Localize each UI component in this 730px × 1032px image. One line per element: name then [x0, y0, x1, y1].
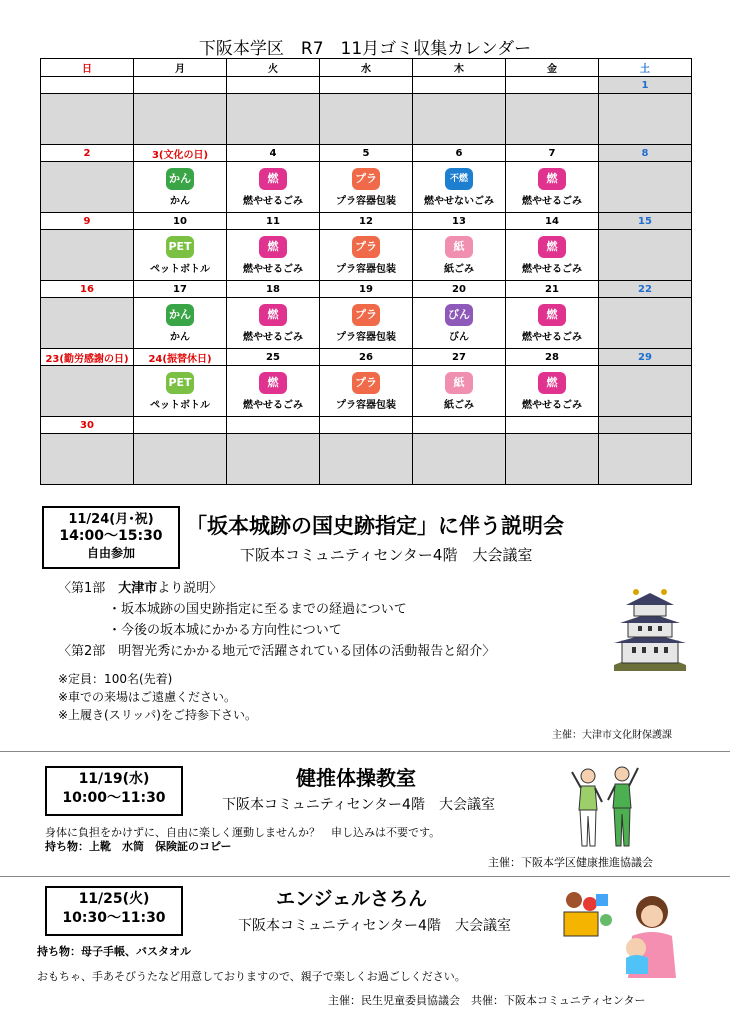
weekday-thu: 木 — [413, 59, 506, 77]
garbage-type-icon: プラ — [352, 304, 380, 326]
week-5-events — [41, 366, 692, 417]
date-cell: 11 — [227, 213, 320, 230]
date-cell: 23(勤労感謝の日) — [41, 349, 134, 366]
event-cell — [41, 366, 134, 417]
event-cell — [413, 230, 506, 281]
event-cell — [413, 366, 506, 417]
garbage-type-label: 燃やせるごみ — [243, 331, 303, 343]
garbage-type-icon: プラ — [352, 236, 380, 258]
date-cell: 12 — [320, 213, 413, 230]
garbage-type-label: プラ容器包装 — [336, 399, 396, 411]
garbage-type-label: プラ容器包装 — [336, 263, 396, 275]
event2-organizer: 主催：下阪本学区健康推進協議会 — [488, 856, 653, 869]
event-cell — [41, 434, 134, 485]
weekday-wed: 水 — [320, 59, 413, 77]
event-cell — [320, 162, 413, 213]
garbage-type-icon: 燃 — [259, 168, 287, 190]
event1-part2: 〈第2部 明智光秀にかかる地元で活躍されている団体の活動報告と紹介〉 — [58, 644, 496, 659]
event1-title: 「坂本城跡の国史跡指定」に伴う説明会 — [186, 514, 564, 538]
event1-note: 自由参加 — [86, 546, 135, 560]
date-cell: 18 — [227, 281, 320, 298]
date-cell: 13 — [413, 213, 506, 230]
weekday-sat: 土 — [599, 59, 692, 77]
event1-venue: 下阪本コミュニティセンター4階 大会議室 — [240, 546, 533, 564]
event-cell — [320, 434, 413, 485]
date-cell — [320, 417, 413, 434]
event1-note3: ※上履き(スリッパ)をご持参下さい。 — [58, 708, 257, 722]
date-cell: 16 — [41, 281, 134, 298]
event2-date: 11/19(水) — [78, 771, 150, 787]
event-cell — [599, 298, 692, 349]
garbage-type-icon: 燃 — [538, 304, 566, 326]
garbage-type-icon: 燃 — [259, 236, 287, 258]
date-cell: 21 — [506, 281, 599, 298]
garbage-type-label: ペットボトル — [150, 263, 210, 275]
event-cell — [134, 230, 227, 281]
event-cell — [320, 366, 413, 417]
castle-icon — [608, 585, 692, 671]
event3-bring: 持ち物：母子手帳、バスタオル — [37, 945, 191, 958]
event-cell — [599, 230, 692, 281]
garbage-type-label: ペットボトル — [150, 399, 210, 411]
date-cell: 3(文化の日) — [134, 145, 227, 162]
event1-time: 14:00～15:30 — [59, 528, 163, 544]
date-cell: 30 — [41, 417, 134, 434]
garbage-type-icon: プラ — [352, 168, 380, 190]
garbage-calendar — [40, 58, 692, 485]
event-cell — [41, 94, 134, 145]
date-cell: 8 — [599, 145, 692, 162]
garbage-type-icon: 燃 — [538, 168, 566, 190]
weekday-header — [41, 59, 692, 77]
event-cell — [41, 298, 134, 349]
event-cell — [227, 298, 320, 349]
date-cell: 19 — [320, 281, 413, 298]
date-cell — [41, 77, 134, 94]
divider-1 — [0, 751, 730, 752]
event-cell — [41, 230, 134, 281]
event3-title: エンジェルさろん — [276, 888, 428, 910]
event-cell — [227, 366, 320, 417]
date-cell: 2 — [41, 145, 134, 162]
date-cell — [320, 77, 413, 94]
garbage-type-label: 燃やせるごみ — [522, 195, 582, 207]
event-cell — [134, 434, 227, 485]
date-cell: 15 — [599, 213, 692, 230]
event-cell — [134, 298, 227, 349]
date-cell: 24(振替休日) — [134, 349, 227, 366]
garbage-type-label: 燃やせるごみ — [522, 399, 582, 411]
date-cell — [599, 417, 692, 434]
event-cell — [413, 298, 506, 349]
toys-icon — [556, 886, 616, 940]
garbage-type-icon: びん — [445, 304, 473, 326]
date-cell — [506, 417, 599, 434]
garbage-type-icon: 燃 — [259, 372, 287, 394]
date-cell: 25 — [227, 349, 320, 366]
event-cell — [599, 434, 692, 485]
date-cell: 6 — [413, 145, 506, 162]
event1-date: 11/24(月･祝) — [68, 512, 154, 527]
event-cell — [506, 366, 599, 417]
garbage-type-label: 燃やせるごみ — [522, 331, 582, 343]
date-cell: 14 — [506, 213, 599, 230]
event-cell — [134, 94, 227, 145]
event-cell — [227, 230, 320, 281]
event2-title: 健推体操教室 — [296, 766, 416, 790]
event1-item1: ・坂本城跡の国史跡指定に至るまでの経過について — [108, 602, 407, 617]
week-4-dates — [41, 281, 692, 298]
event1-part1-bold: 大津市 — [118, 581, 158, 596]
event1-organizer: 主催：大津市文化財保護課 — [552, 730, 672, 741]
date-cell: 5 — [320, 145, 413, 162]
week-3-dates — [41, 213, 692, 230]
garbage-type-icon: 紙 — [445, 236, 473, 258]
weekday-tue: 火 — [227, 59, 320, 77]
date-cell — [413, 77, 506, 94]
date-cell — [134, 77, 227, 94]
week-5-dates — [41, 349, 692, 366]
date-cell — [227, 417, 320, 434]
week-1-dates — [41, 77, 692, 94]
garbage-type-icon: 燃 — [538, 236, 566, 258]
garbage-type-icon: かん — [166, 304, 194, 326]
date-cell: 4 — [227, 145, 320, 162]
date-cell: 22 — [599, 281, 692, 298]
event-cell — [506, 94, 599, 145]
garbage-type-icon: PET — [166, 236, 194, 258]
event-cell — [506, 230, 599, 281]
garbage-type-label: かん — [170, 331, 190, 343]
event1-note2: ※車での来場はご遠慮ください。 — [58, 690, 237, 704]
event-cell — [506, 298, 599, 349]
event3-time: 10:30～11:30 — [62, 910, 166, 926]
event-cell — [227, 162, 320, 213]
week-6-events — [41, 434, 692, 485]
mother-baby-icon — [612, 892, 684, 978]
week-4-events — [41, 298, 692, 349]
exercise-people-icon — [568, 760, 644, 850]
date-cell — [506, 77, 599, 94]
event-cell — [134, 366, 227, 417]
garbage-type-icon: プラ — [352, 372, 380, 394]
event-cell — [227, 94, 320, 145]
garbage-type-label: 紙ごみ — [444, 399, 474, 411]
date-cell: 20 — [413, 281, 506, 298]
week-3-events — [41, 230, 692, 281]
event-cell — [413, 162, 506, 213]
date-cell: 10 — [134, 213, 227, 230]
garbage-type-icon: 紙 — [445, 372, 473, 394]
date-cell: 27 — [413, 349, 506, 366]
date-cell: 26 — [320, 349, 413, 366]
garbage-type-label: 燃やせるごみ — [243, 195, 303, 207]
event-cell — [320, 298, 413, 349]
event1-part1: 〈第1部 大津市より説明〉 — [58, 581, 223, 596]
divider-2 — [0, 876, 730, 877]
event2-desc: 身体に負担をかけずに、自由に楽しく運動しませんか？ 申し込みは不要です。 — [45, 826, 441, 839]
event-cell — [413, 434, 506, 485]
garbage-type-label: 燃やせないごみ — [424, 195, 494, 207]
event-cell — [506, 434, 599, 485]
weekday-mon: 月 — [134, 59, 227, 77]
weekday-fri: 金 — [506, 59, 599, 77]
date-cell: 1 — [599, 77, 692, 94]
event2-datetime-box — [45, 766, 183, 816]
garbage-type-label: 燃やせるごみ — [243, 399, 303, 411]
event-cell — [599, 94, 692, 145]
garbage-type-icon: 燃 — [259, 304, 287, 326]
event-cell — [506, 162, 599, 213]
date-cell — [227, 77, 320, 94]
event3-date: 11/25(火) — [78, 891, 150, 907]
garbage-type-label: びん — [449, 331, 469, 343]
event1-item2: ・今後の坂本城にかかる方向性について — [108, 623, 342, 638]
garbage-type-label: かん — [170, 195, 190, 207]
date-cell: 9 — [41, 213, 134, 230]
garbage-type-icon: 不燃 — [445, 168, 473, 190]
date-cell: 7 — [506, 145, 599, 162]
week-2-dates — [41, 145, 692, 162]
event2-bring: 持ち物：上靴 水筒 保険証のコピー — [45, 840, 232, 853]
garbage-type-label: 燃やせるごみ — [522, 263, 582, 275]
event2-venue: 下阪本コミュニティセンター4階 大会議室 — [222, 797, 495, 813]
week-6-dates — [41, 417, 692, 434]
event-cell — [413, 94, 506, 145]
event3-venue: 下阪本コミュニティセンター4階 大会議室 — [238, 918, 511, 934]
event-cell — [320, 94, 413, 145]
date-cell — [134, 417, 227, 434]
event-cell — [320, 230, 413, 281]
week-1-events — [41, 94, 692, 145]
event-cell — [599, 162, 692, 213]
date-cell: 17 — [134, 281, 227, 298]
event1-note1: ※定員：100名(先着) — [58, 672, 173, 686]
event-cell — [134, 162, 227, 213]
event-cell — [41, 162, 134, 213]
event3-datetime-box — [45, 886, 183, 936]
weekday-sun: 日 — [41, 59, 134, 77]
date-cell: 29 — [599, 349, 692, 366]
garbage-type-icon: 燃 — [538, 372, 566, 394]
date-cell: 28 — [506, 349, 599, 366]
garbage-type-label: プラ容器包装 — [336, 195, 396, 207]
garbage-type-icon: かん — [166, 168, 194, 190]
event3-desc: おもちゃ、手あそびうたなど用意しておりますので、親子で楽しくお過ごしください。 — [37, 970, 466, 983]
event-cell — [599, 366, 692, 417]
event3-organizer: 主催：民生児童委員協議会 共催：下阪本コミュニティセンター — [328, 994, 646, 1007]
calendar-title: 下阪本学区 R7 11月ゴミ収集カレンダー — [198, 39, 532, 59]
date-cell — [413, 417, 506, 434]
event-cell — [227, 434, 320, 485]
garbage-type-label: 紙ごみ — [444, 263, 474, 275]
event1-datetime-box — [42, 506, 180, 569]
garbage-type-icon: PET — [166, 372, 194, 394]
week-2-events — [41, 162, 692, 213]
garbage-type-label: プラ容器包装 — [336, 331, 396, 343]
garbage-type-label: 燃やせるごみ — [243, 263, 303, 275]
event2-time: 10:00～11:30 — [62, 790, 166, 806]
